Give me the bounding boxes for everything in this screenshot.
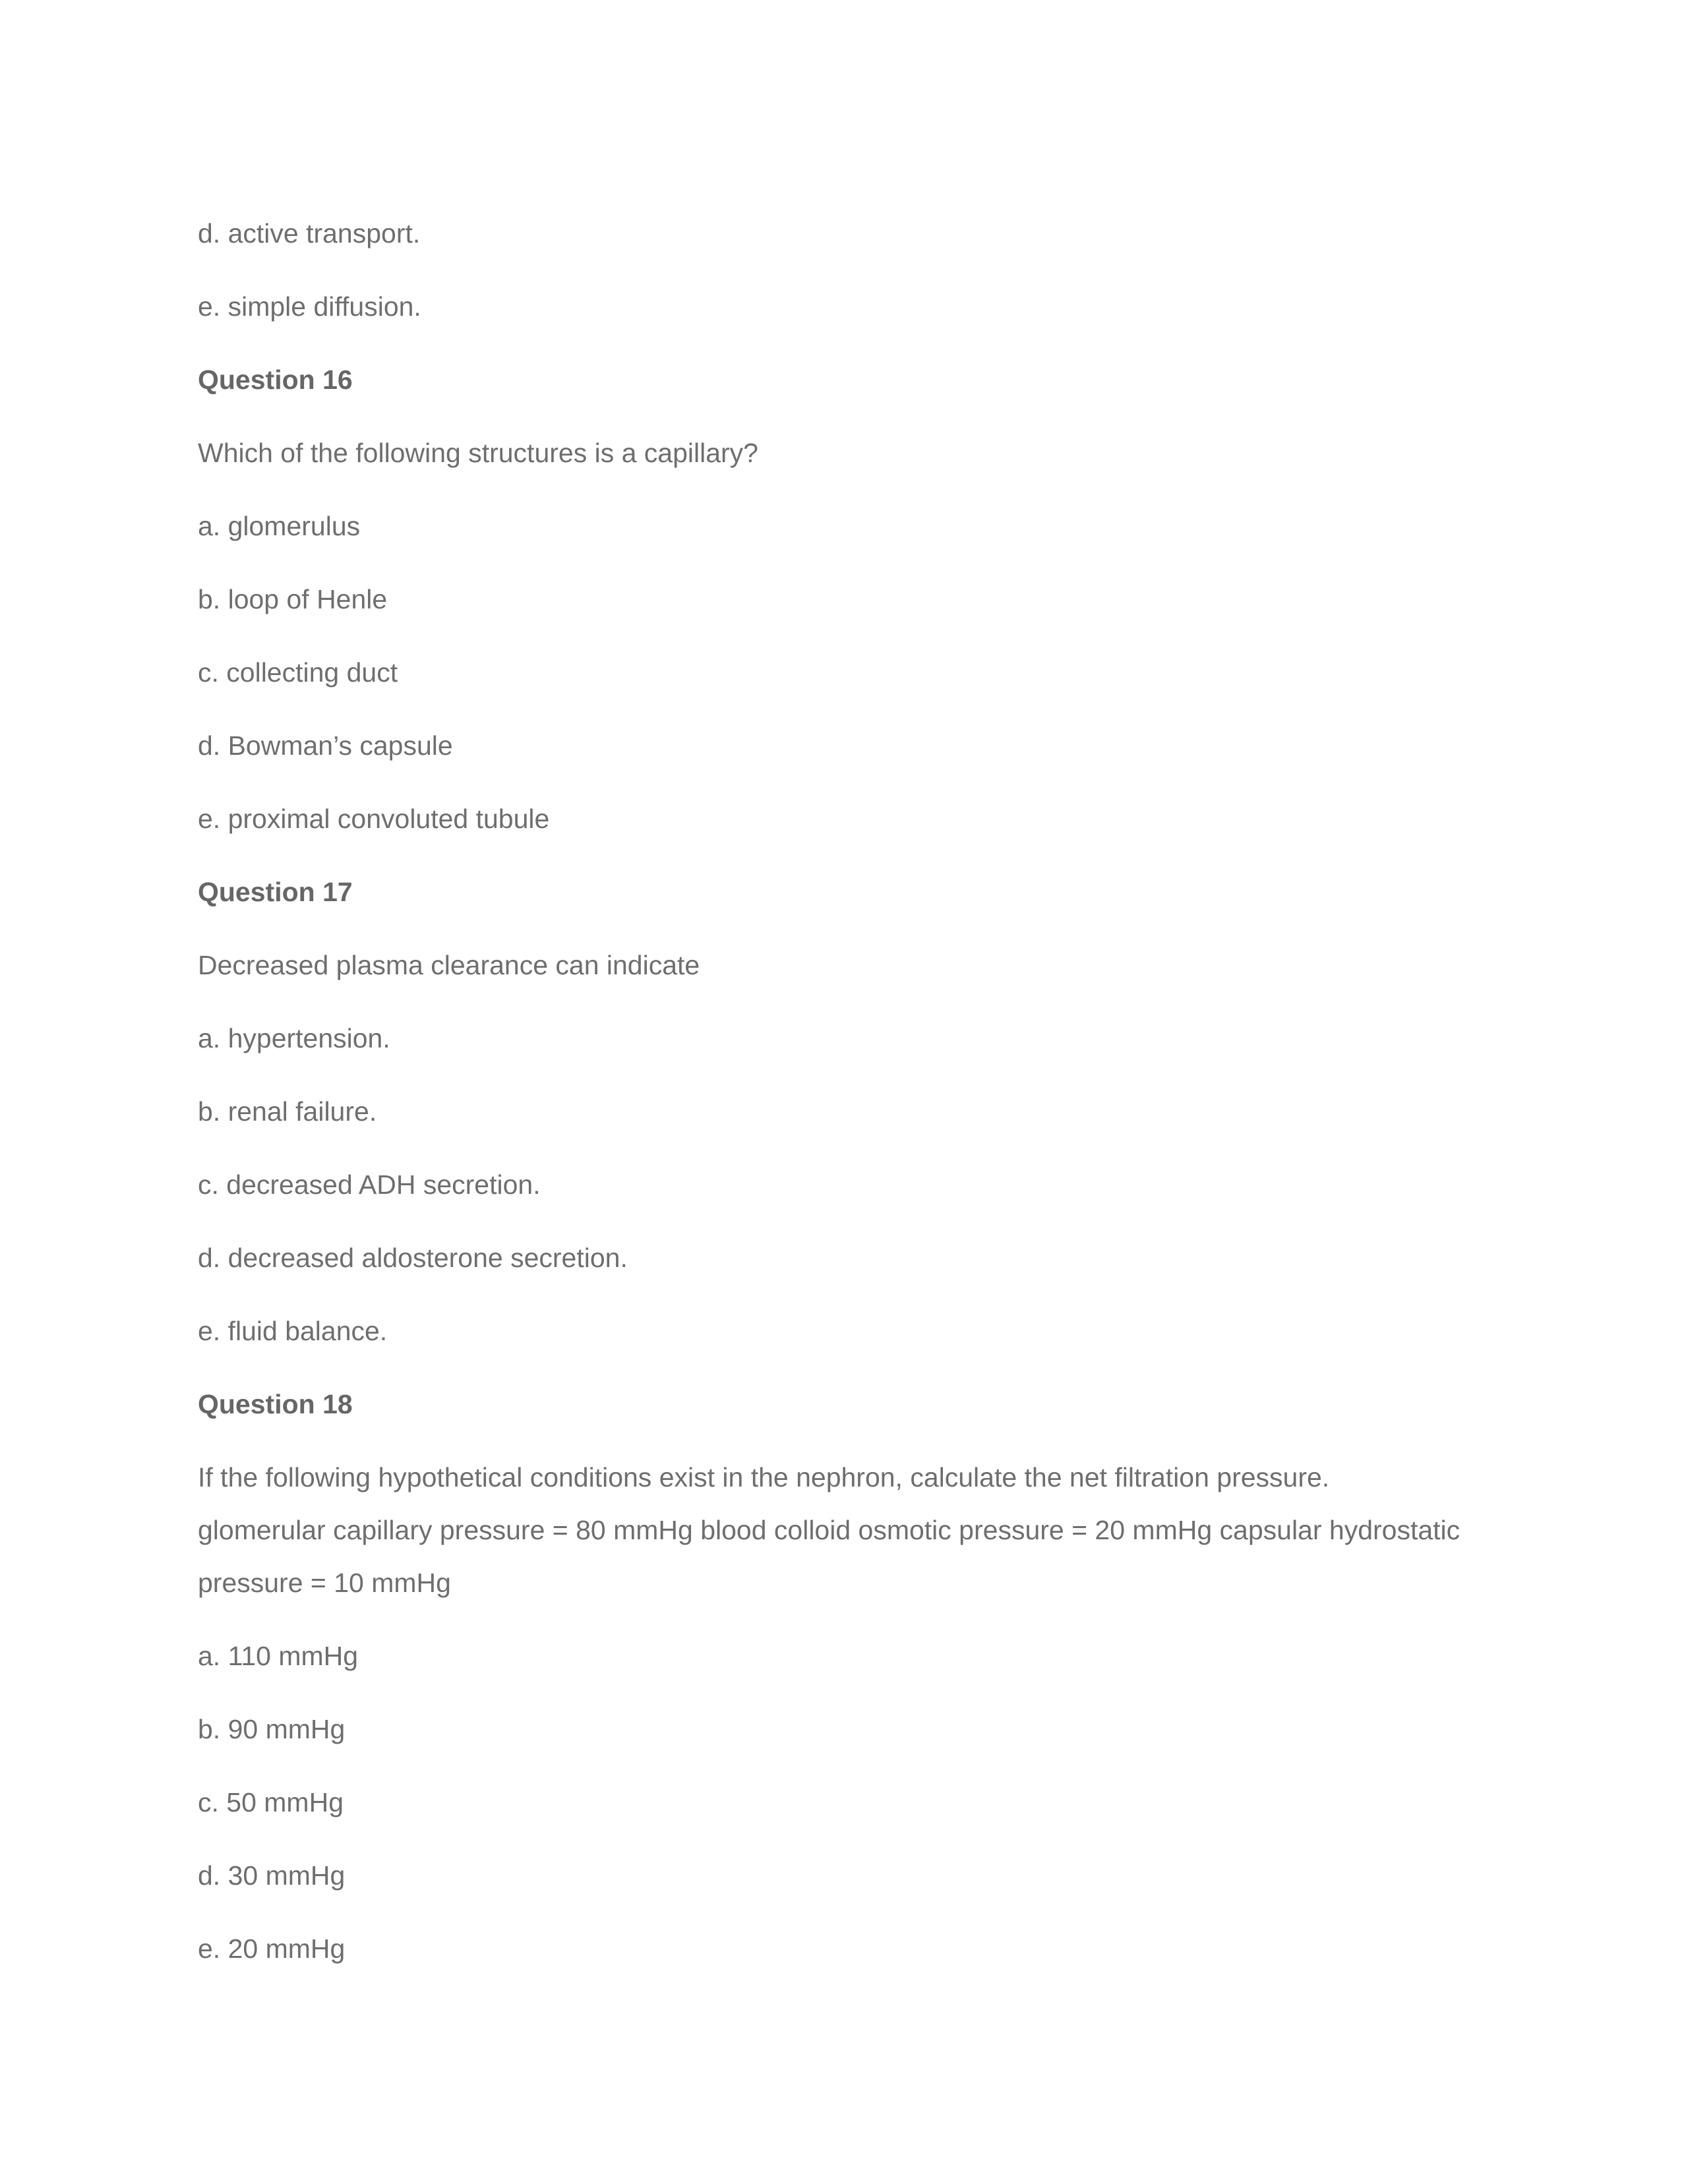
answer-option: a. hypertension. <box>198 1023 390 1053</box>
answer-option: c. collecting duct <box>198 657 398 688</box>
question-prompt: Decreased plasma clearance can indicate <box>198 950 700 980</box>
answer-option: b. 90 mmHg <box>198 1714 346 1744</box>
question-prompt: Which of the following structures is a capillary? <box>198 438 758 468</box>
answer-option: d. active transport. <box>198 218 421 249</box>
answer-option: d. 30 mmHg <box>198 1860 346 1891</box>
question-prompt-line: If the following hypothetical conditions exist in the nephron, calculate the net filtration pressure. <box>198 1462 1330 1492</box>
answer-option: a. glomerulus <box>198 511 361 541</box>
question-heading: Question 17 <box>198 877 353 907</box>
answer-option: a. 110 mmHg <box>198 1641 359 1671</box>
answer-option: d. decreased aldosterone secretion. <box>198 1243 628 1273</box>
answer-option: b. renal failure. <box>198 1096 377 1127</box>
answer-option: e. simple diffusion. <box>198 291 421 322</box>
answer-option: e. 20 mmHg <box>198 1933 346 1964</box>
answer-option: d. Bowman’s capsule <box>198 730 453 761</box>
answer-option: c. 50 mmHg <box>198 1787 344 1817</box>
question-heading: Question 18 <box>198 1389 353 1419</box>
answer-option: e. fluid balance. <box>198 1316 388 1346</box>
answer-option: e. proximal convoluted tubule <box>198 804 550 834</box>
question-prompt-line: pressure = 10 mmHg <box>198 1568 451 1598</box>
answer-option: b. loop of Henle <box>198 584 388 614</box>
question-prompt-line: glomerular capillary pressure = 80 mmHg blood colloid osmotic pressure = 20 mmHg capsular hydrostatic <box>198 1515 1461 1545</box>
question-heading: Question 16 <box>198 365 353 395</box>
answer-option: c. decreased ADH secretion. <box>198 1169 541 1200</box>
